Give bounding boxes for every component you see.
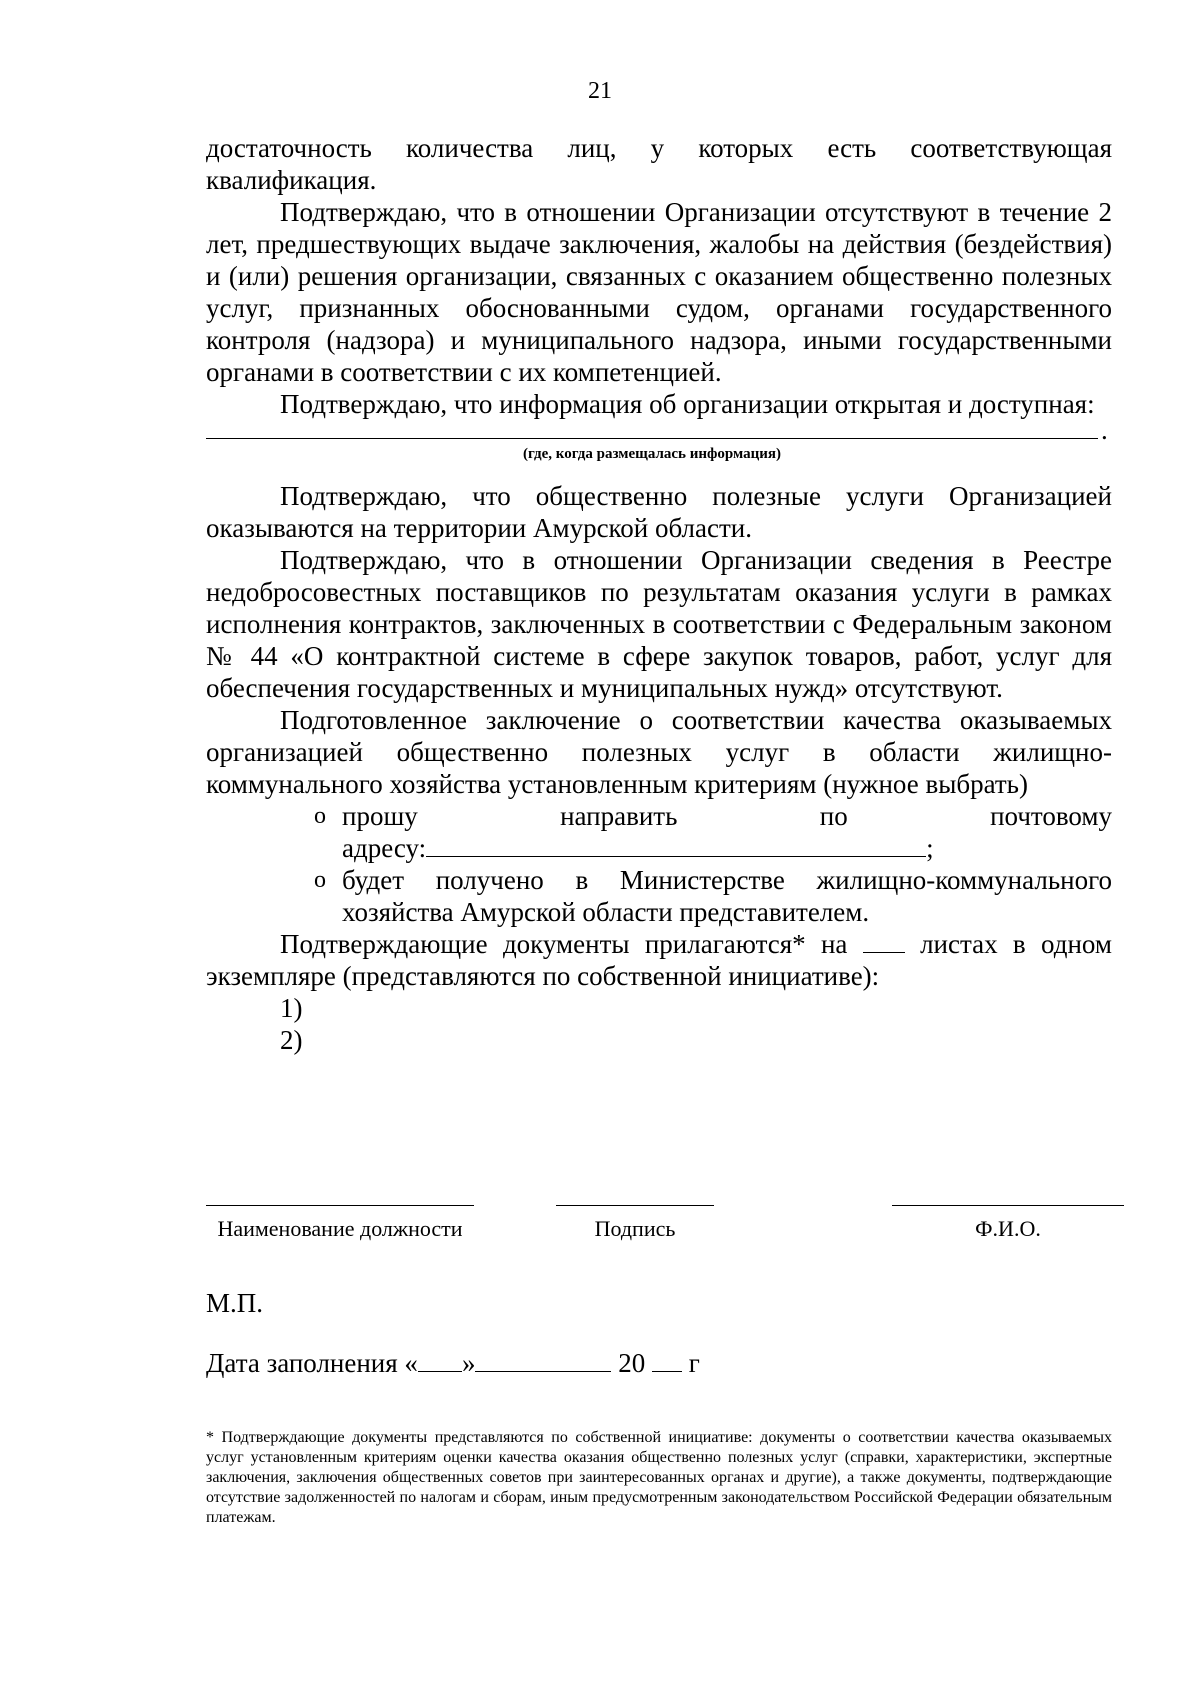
signature-block — [206, 1205, 1126, 1265]
option-send-by-mail[interactable] — [206, 800, 1112, 832]
year-suffix: г — [688, 1348, 700, 1378]
information-location-caption: (где, когда размещалась информация) — [522, 446, 782, 462]
paragraph-qualification: достаточность количества лиц, у которых есть соответствующая квалификация. — [206, 133, 1112, 195]
paragraph-no-complaints: Подтверждаю, что в отношении Организации отсутствуют в течение 2 лет, предшествующих выдаче заключения, жалобы на действия (бездействия) и (или) решения организации, связанных с оказанием общественно полезных услуг, признанных обоснованными судом, органами государственного контроля (надзора) и муниципального надзора, иными государственными органами в соответствии с их компетенцией. — [206, 197, 1112, 387]
paragraph-amur-territory: Подтверждаю, что общественно полезные услуги Организацией оказываются на территории Амурской области. — [206, 481, 1112, 543]
page-number: 21 — [588, 78, 612, 104]
paragraph-supporting-documents — [206, 928, 1112, 992]
stamp-place: М.П. — [206, 1288, 264, 1318]
position-signature-field[interactable] — [206, 1205, 474, 1242]
day-field[interactable] — [418, 1349, 462, 1372]
full-name-label: Ф.И.О. — [975, 1216, 1041, 1241]
paragraph-prepared-conclusion: Подготовленное заключение о соответствии качества оказываемых организацией общественно полезных услуг в области жилищно-коммунального хозяйства установленным критериям (нужное выбрать) — [206, 705, 1112, 799]
signature-label: Подпись — [594, 1216, 676, 1241]
postal-address-row — [206, 832, 1112, 864]
option-marker-circle[interactable]: о — [314, 867, 326, 893]
year-prefix: 20 — [618, 1348, 646, 1378]
option-word: прошу — [342, 801, 418, 831]
option-marker-circle[interactable]: о — [314, 803, 326, 829]
year-field[interactable] — [652, 1349, 682, 1372]
signature-field[interactable] — [556, 1205, 714, 1242]
supporting-docs-text-before: Подтверждающие документы прилагаются* на — [280, 929, 848, 959]
blank-period: . — [1101, 415, 1108, 445]
postal-address-label: адресу: — [342, 833, 427, 863]
option-word: по — [819, 801, 848, 831]
supporting-docs-text-after: листах в одном экземпляре (представляются по собственной инициативе): — [206, 929, 1113, 991]
fill-date-label: Дата заполнения « — [206, 1348, 418, 1378]
fill-date-row — [206, 1348, 700, 1379]
address-semicolon: ; — [926, 833, 934, 863]
document-list-item-2[interactable]: 2) — [280, 1025, 303, 1055]
option-receive-text: будет получено в Министерстве жилищно-коммунального хозяйства Амурской области представителем. — [342, 865, 1112, 927]
information-location-line[interactable] — [206, 438, 1098, 439]
option-receive-at-ministry[interactable] — [206, 864, 1112, 928]
full-name-field[interactable] — [892, 1205, 1124, 1242]
month-field[interactable] — [475, 1349, 611, 1372]
paragraph-information-open: Подтверждаю, что информация об организации открытая и доступная: — [280, 389, 1095, 419]
postal-address-field[interactable] — [426, 834, 926, 857]
option-word: почтовому — [990, 801, 1112, 831]
document-list-item-1[interactable]: 1) — [280, 993, 303, 1023]
document-body — [206, 132, 1112, 1056]
position-label: Наименование должности — [217, 1216, 463, 1241]
sheet-count-field[interactable] — [863, 930, 905, 953]
paragraph-unreliable-suppliers: Подтверждаю, что в отношении Организации сведения в Реестре недобросовестных поставщиков по результатам оказания услуги в рамках исполнения контрактов, заключенных в соответствии с Федеральным законом № 44 «О контрактной системе в сфере закупок товаров, работ, услуг для обеспечения государственных и муниципальных нужд» отсутствуют. — [206, 545, 1112, 703]
option-word: направить — [560, 801, 678, 831]
information-location-field[interactable] — [206, 415, 1112, 472]
footnote: * Подтверждающие документы представляются по собственной инициативе: документы о соответствии качества оказываемых услуг установленным критериям оценки качества оказания общественно полезных услуг (справки, характеристики, экспертные заключения, заключения общественных советов при заинтересованных органах и другие), а также документы, подтверждающие отсутствие задолженностей по налогам и сборам, иным предусмотренным законодательством Российской Федерации обязательным платежам. — [206, 1429, 1112, 1526]
close-quote: » — [461, 1348, 476, 1378]
